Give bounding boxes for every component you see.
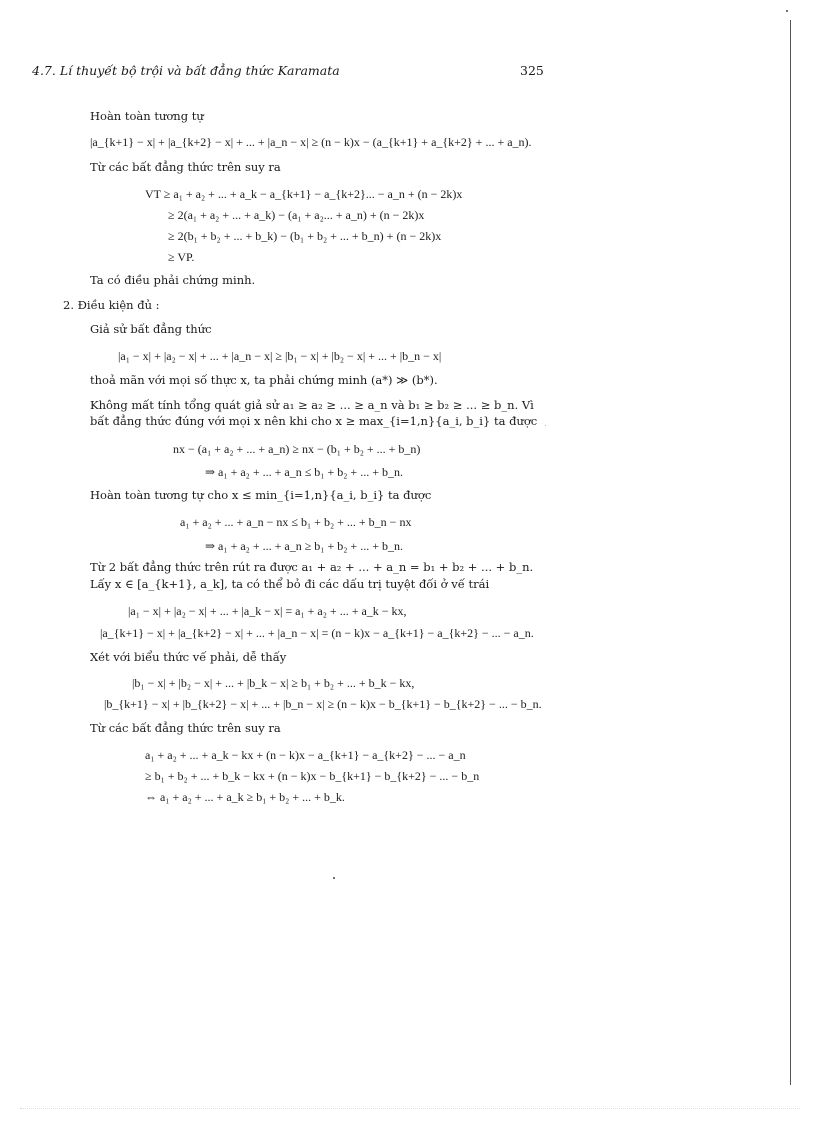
math-line: |b_{k+1} − x| + |b_{k+2} − x| + ... + |b_n − x| ≥ (n − k)x − b_{k+1} − b_{k+2} − ... − b_n. bbox=[104, 697, 542, 711]
text-line: bất đẳng thức đúng với mọi x nên khi cho x ≥ max_{i=1,n}{a_i, b_i} ta được bbox=[90, 414, 538, 428]
text-line: Từ các bất đẳng thức trên suy ra bbox=[90, 160, 281, 174]
math-line: |a_{k+1} − x| + |a_{k+2} − x| + ... + |a_n − x| ≥ (n − k)x − (a_{k+1} + a_{k+2} + ... + a_n). bbox=[90, 135, 532, 149]
scan-edge-line bbox=[790, 20, 791, 1085]
text-line: Xét với biểu thức vế phải, dễ thấy bbox=[90, 650, 287, 664]
math-line: ≥ 2(a₁ + a₂ + ... + a_k) − (a₁ + a₂... + a_n) + (n − 2k)x bbox=[168, 208, 425, 222]
math-line: |b₁ − x| + |b₂ − x| + ... + |b_k − x| ≥ b₁ + b₂ + ... + b_k − kx, bbox=[132, 676, 415, 690]
math-line: a₁ + a₂ + ... + a_k − kx + (n − k)x − a_{k+1} − a_{k+2} − ... − a_n bbox=[145, 748, 466, 762]
scan-speck bbox=[545, 425, 546, 426]
math-line: ≥ 2(b₁ + b₂ + ... + b_k) − (b₁ + b₂ + ... + b_n) + (n − 2k)x bbox=[168, 229, 442, 243]
text-line: thoả mãn với mọi số thực x, ta phải chứng minh (a*) ≫ (b*). bbox=[90, 373, 438, 387]
math-line: ⇒ a₁ + a₂ + ... + a_n ≤ b₁ + b₂ + ... + b_n. bbox=[205, 465, 403, 479]
text-line: Không mất tính tổng quát giả sử a₁ ≥ a₂ ≥ ... ≥ a_n và b₁ ≥ b₂ ≥ ... ≥ b_n. Vì bbox=[90, 398, 534, 412]
text-line: Lấy x ∈ [a_{k+1}, a_k], ta có thể bỏ đi các dấu trị tuyệt đối ở vế trái bbox=[90, 577, 490, 591]
math-line: nx − (a₁ + a₂ + ... + a_n) ≥ nx − (b₁ + b₂ + ... + b_n) bbox=[173, 442, 421, 456]
scan-speck bbox=[786, 10, 788, 12]
section-heading: 2. Điều kiện đủ : bbox=[63, 298, 160, 312]
text-line: Hoàn toàn tương tự cho x ≤ min_{i=1,n}{a_i, b_i} ta được bbox=[90, 488, 432, 502]
text-line: Hoàn toàn tương tự bbox=[90, 109, 204, 123]
page-number: 325 bbox=[520, 63, 544, 78]
math-line: VT ≥ a₁ + a₂ + ... + a_k − a_{k+1} − a_{k+2}... − a_n + (n − 2k)x bbox=[145, 187, 463, 201]
running-header-title: 4.7. Lí thuyết bộ trội và bất đẳng thức Karamata bbox=[32, 63, 340, 78]
text-line: Giả sử bất đẳng thức bbox=[90, 322, 212, 336]
math-line: ⇔ a₁ + a₂ + ... + a_k ≥ b₁ + b₂ + ... + b_k. bbox=[145, 790, 345, 804]
math-line: |a₁ − x| + |a₂ − x| + ... + |a_n − x| ≥ |b₁ − x| + |b₂ − x| + ... + |b_n − x| bbox=[118, 349, 442, 363]
math-line: a₁ + a₂ + ... + a_n − nx ≤ b₁ + b₂ + ... + b_n − nx bbox=[180, 515, 412, 529]
scan-speck bbox=[333, 877, 335, 879]
math-line: ⇒ a₁ + a₂ + ... + a_n ≥ b₁ + b₂ + ... + b_n. bbox=[205, 539, 403, 553]
text-line: Ta có điều phải chứng minh. bbox=[90, 273, 256, 287]
math-line: |a₁ − x| + |a₂ − x| + ... + |a_k − x| = a₁ + a₂ + ... + a_k − kx, bbox=[128, 604, 407, 618]
math-line: |a_{k+1} − x| + |a_{k+2} − x| + ... + |a_n − x| = (n − k)x − a_{k+1} − a_{k+2} − ... − a_n. bbox=[100, 626, 534, 640]
text-line: Từ 2 bất đẳng thức trên rút ra được a₁ + a₂ + ... + a_n = b₁ + b₂ + ... + b_n. bbox=[90, 560, 534, 574]
math-line: ≥ b₁ + b₂ + ... + b_k − kx + (n − k)x − b_{k+1} − b_{k+2} − ... − b_n bbox=[145, 769, 480, 783]
text-line: Từ các bất đẳng thức trên suy ra bbox=[90, 721, 281, 735]
math-line: ≥ VP. bbox=[168, 250, 195, 264]
scan-bottom-border bbox=[20, 1108, 800, 1109]
